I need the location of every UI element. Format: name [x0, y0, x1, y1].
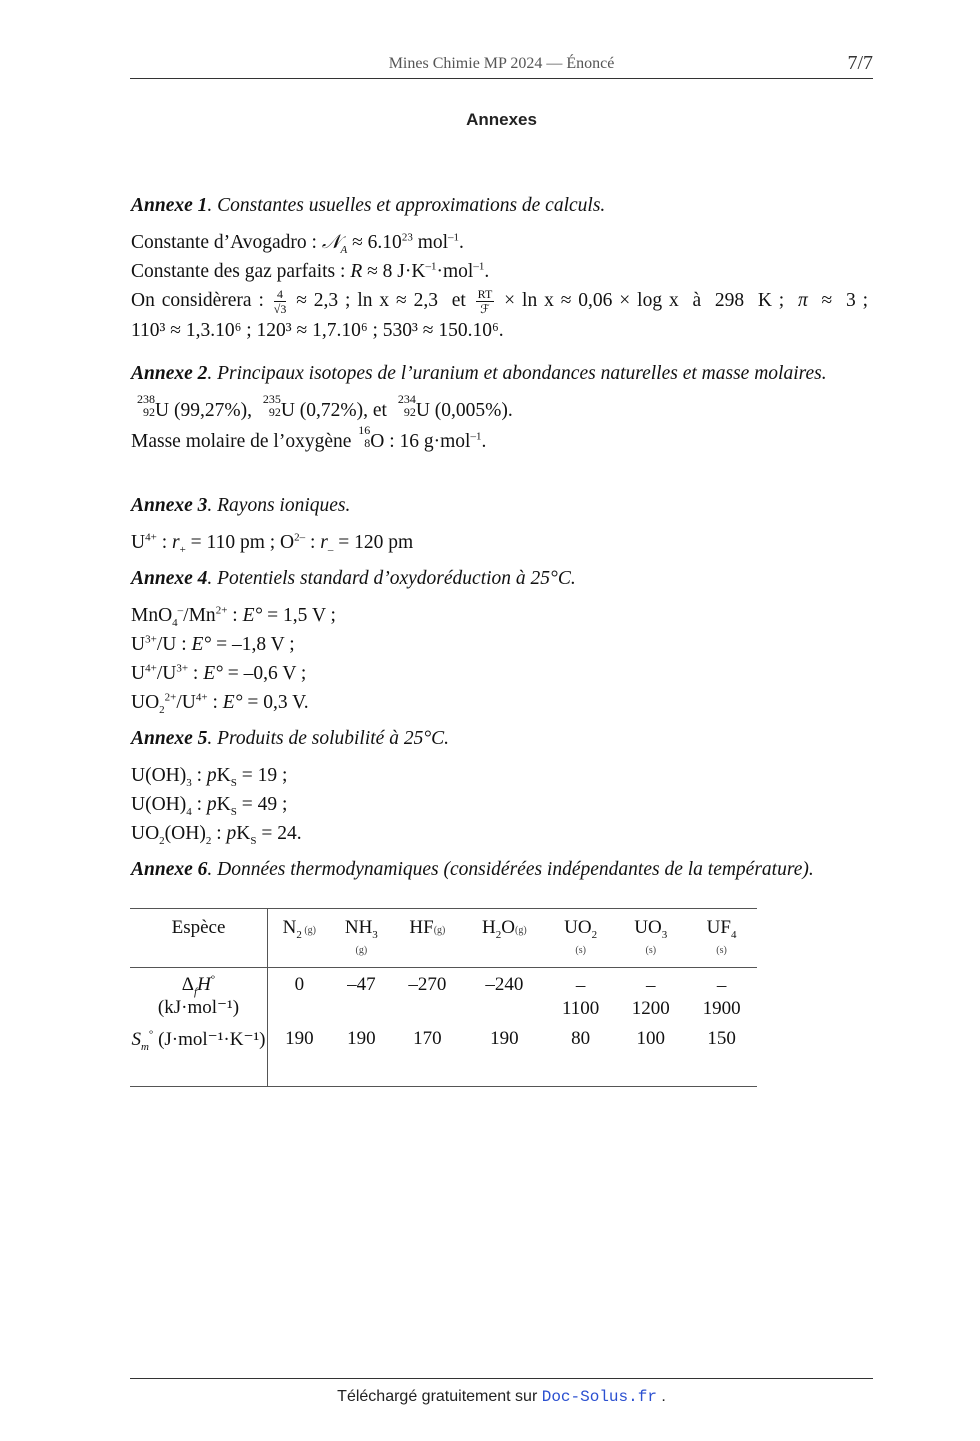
header-nh3: $NH_3$ (g) — [331, 909, 392, 968]
table-cell: 150 — [686, 1028, 757, 1087]
table-cell: –270 — [408, 974, 447, 995]
oxygen-line: Masse molaire de l’oxygène 16 8 O : 16 g·mol$^{-1}$. — [131, 422, 487, 452]
header-species: Espèce — [130, 909, 268, 968]
header-h2o: $H_2O(g)$ — [463, 909, 546, 968]
table-cell: 80 — [546, 1028, 615, 1087]
potential-mno4: $MnO_4^-/Mn^{2+}$ : E° = 1,5 V ; — [131, 604, 336, 629]
header-uo2: $UO_2$ (s) — [546, 909, 615, 968]
ionic-radii-line: $U^{4+}$ : $r_+ = 110$ pm ; $O^{2-}$ : $r_- = 120$ pm — [131, 531, 414, 556]
table-cell: 170 — [392, 1028, 463, 1087]
page-footer — [130, 1378, 873, 1406]
entropy-label: $S_m^\circ$ (J·mol⁻¹·K⁻¹) — [130, 1028, 268, 1087]
annexe-6-title: Annexe 6. Données thermodynamiques (considérées indépendantes de la température). — [131, 859, 814, 880]
table-cell: 0 — [294, 974, 305, 995]
annexe-4-title: Annexe 4. Potentiels standard d’oxydoréduction à 25°C. — [131, 568, 576, 589]
annexe-1-title: Annexe 1. Constantes usuelles et approximations de calculs. — [131, 195, 606, 216]
table-cell: – 1100 — [562, 975, 600, 1019]
header-uo3: $UO_3$ (s) — [615, 909, 686, 968]
annexe-4 — [131, 569, 876, 717]
annexe-3-title: Annexe 3. Rayons ioniques. — [131, 495, 351, 516]
approx-line-1: On considèrera : $\frac{4}{√3}$ ≈ 2,3 ; ln x ≈ 2,3 et $\frac{RT}{\text{ℱ}}$ × ln x ≈ 0,06 × log x à 298 K ; π ≈ 3 ; — [131, 287, 868, 317]
header-uf4: $UF_4$ (s) — [686, 909, 757, 968]
table-cell: – 1200 — [631, 975, 670, 1019]
table-row-enthalpy — [130, 968, 757, 1029]
doc-solus-link[interactable]: Doc-Solus.fr — [541, 1388, 657, 1406]
header-n2: $N_2$ (g) — [268, 909, 331, 968]
isotopes-line: 238 92 U (99,27%), 235 92 U (0,72%), et 234 92 U (0,005%). — [137, 391, 513, 421]
table-cell: 100 — [615, 1028, 686, 1087]
annexe-5 — [131, 729, 876, 848]
annexe-2 — [131, 364, 876, 456]
table-cell: 190 — [463, 1028, 546, 1087]
page-title: Annexes — [466, 110, 537, 129]
table-cell: –47 — [347, 974, 376, 995]
table-row-entropy — [130, 1028, 757, 1087]
table-cell: – 1900 — [702, 975, 741, 1019]
solubility-u-oh-3: $U(OH)_3$ : $pK_S = 19$ ; — [131, 765, 288, 789]
annexe-1 — [131, 196, 876, 345]
table-cell: 190 — [331, 1028, 392, 1087]
thermo-table — [130, 908, 757, 1087]
potential-u3-u: $U^{3+}/U$ : E° = –1,8 V ; — [131, 633, 295, 655]
footer-end: . — [656, 1388, 666, 1405]
solubility-uo2-oh-2: $UO_2(OH)_2$ : $pK_S = 24$. — [131, 823, 302, 847]
table-cell: –240 — [485, 974, 524, 995]
header-hf: HF(g) — [392, 909, 463, 968]
annexe-3 — [131, 496, 876, 557]
annexe-5-title: Annexe 5. Produits de solubilité à 25°C. — [131, 728, 450, 749]
page-header — [130, 52, 873, 79]
solubility-u-oh-4: $U(OH)_4$ : $pK_S = 49$ ; — [131, 794, 288, 818]
avogadro-line: Constante d’Avogadro : 𝒩$_A$ ≈ $6.10^{23}$ mol$^{-1}$. — [131, 231, 464, 256]
approx-line-2: 110³ ≈ 1,3.10⁶ ; 120³ ≈ 1,7.10⁶ ; 530³ ≈ 150.10⁶. — [131, 320, 504, 342]
header-title: Mines Chimie MP 2024 — Énoncé — [388, 55, 615, 72]
footer-text: Téléchargé gratuitement sur — [337, 1388, 542, 1405]
page-number: 7/7 — [847, 52, 873, 74]
gas-constant-line: Constante des gaz parfaits : R ≈ 8 $J\cdot K^{-1}\cdot mol^{-1}$. — [131, 260, 490, 282]
enthalpy-label: $\Delta_fH^\circ$ (kJ·mol⁻¹) — [130, 968, 268, 1029]
table-header-row — [130, 909, 757, 968]
annexe-2-title: Annexe 2. Principaux isotopes de l’uranium et abondances naturelles et masse molaires. — [131, 363, 827, 384]
table-cell: 190 — [268, 1028, 331, 1087]
potential-uo2-u4: $UO_2^{2+}/U^{4+}$ : E° = 0,3 V. — [131, 691, 309, 716]
annexe-6 — [131, 860, 876, 880]
potential-u4-u3: $U^{4+}/U^{3+}$ : E° = –0,6 V ; — [131, 662, 307, 684]
